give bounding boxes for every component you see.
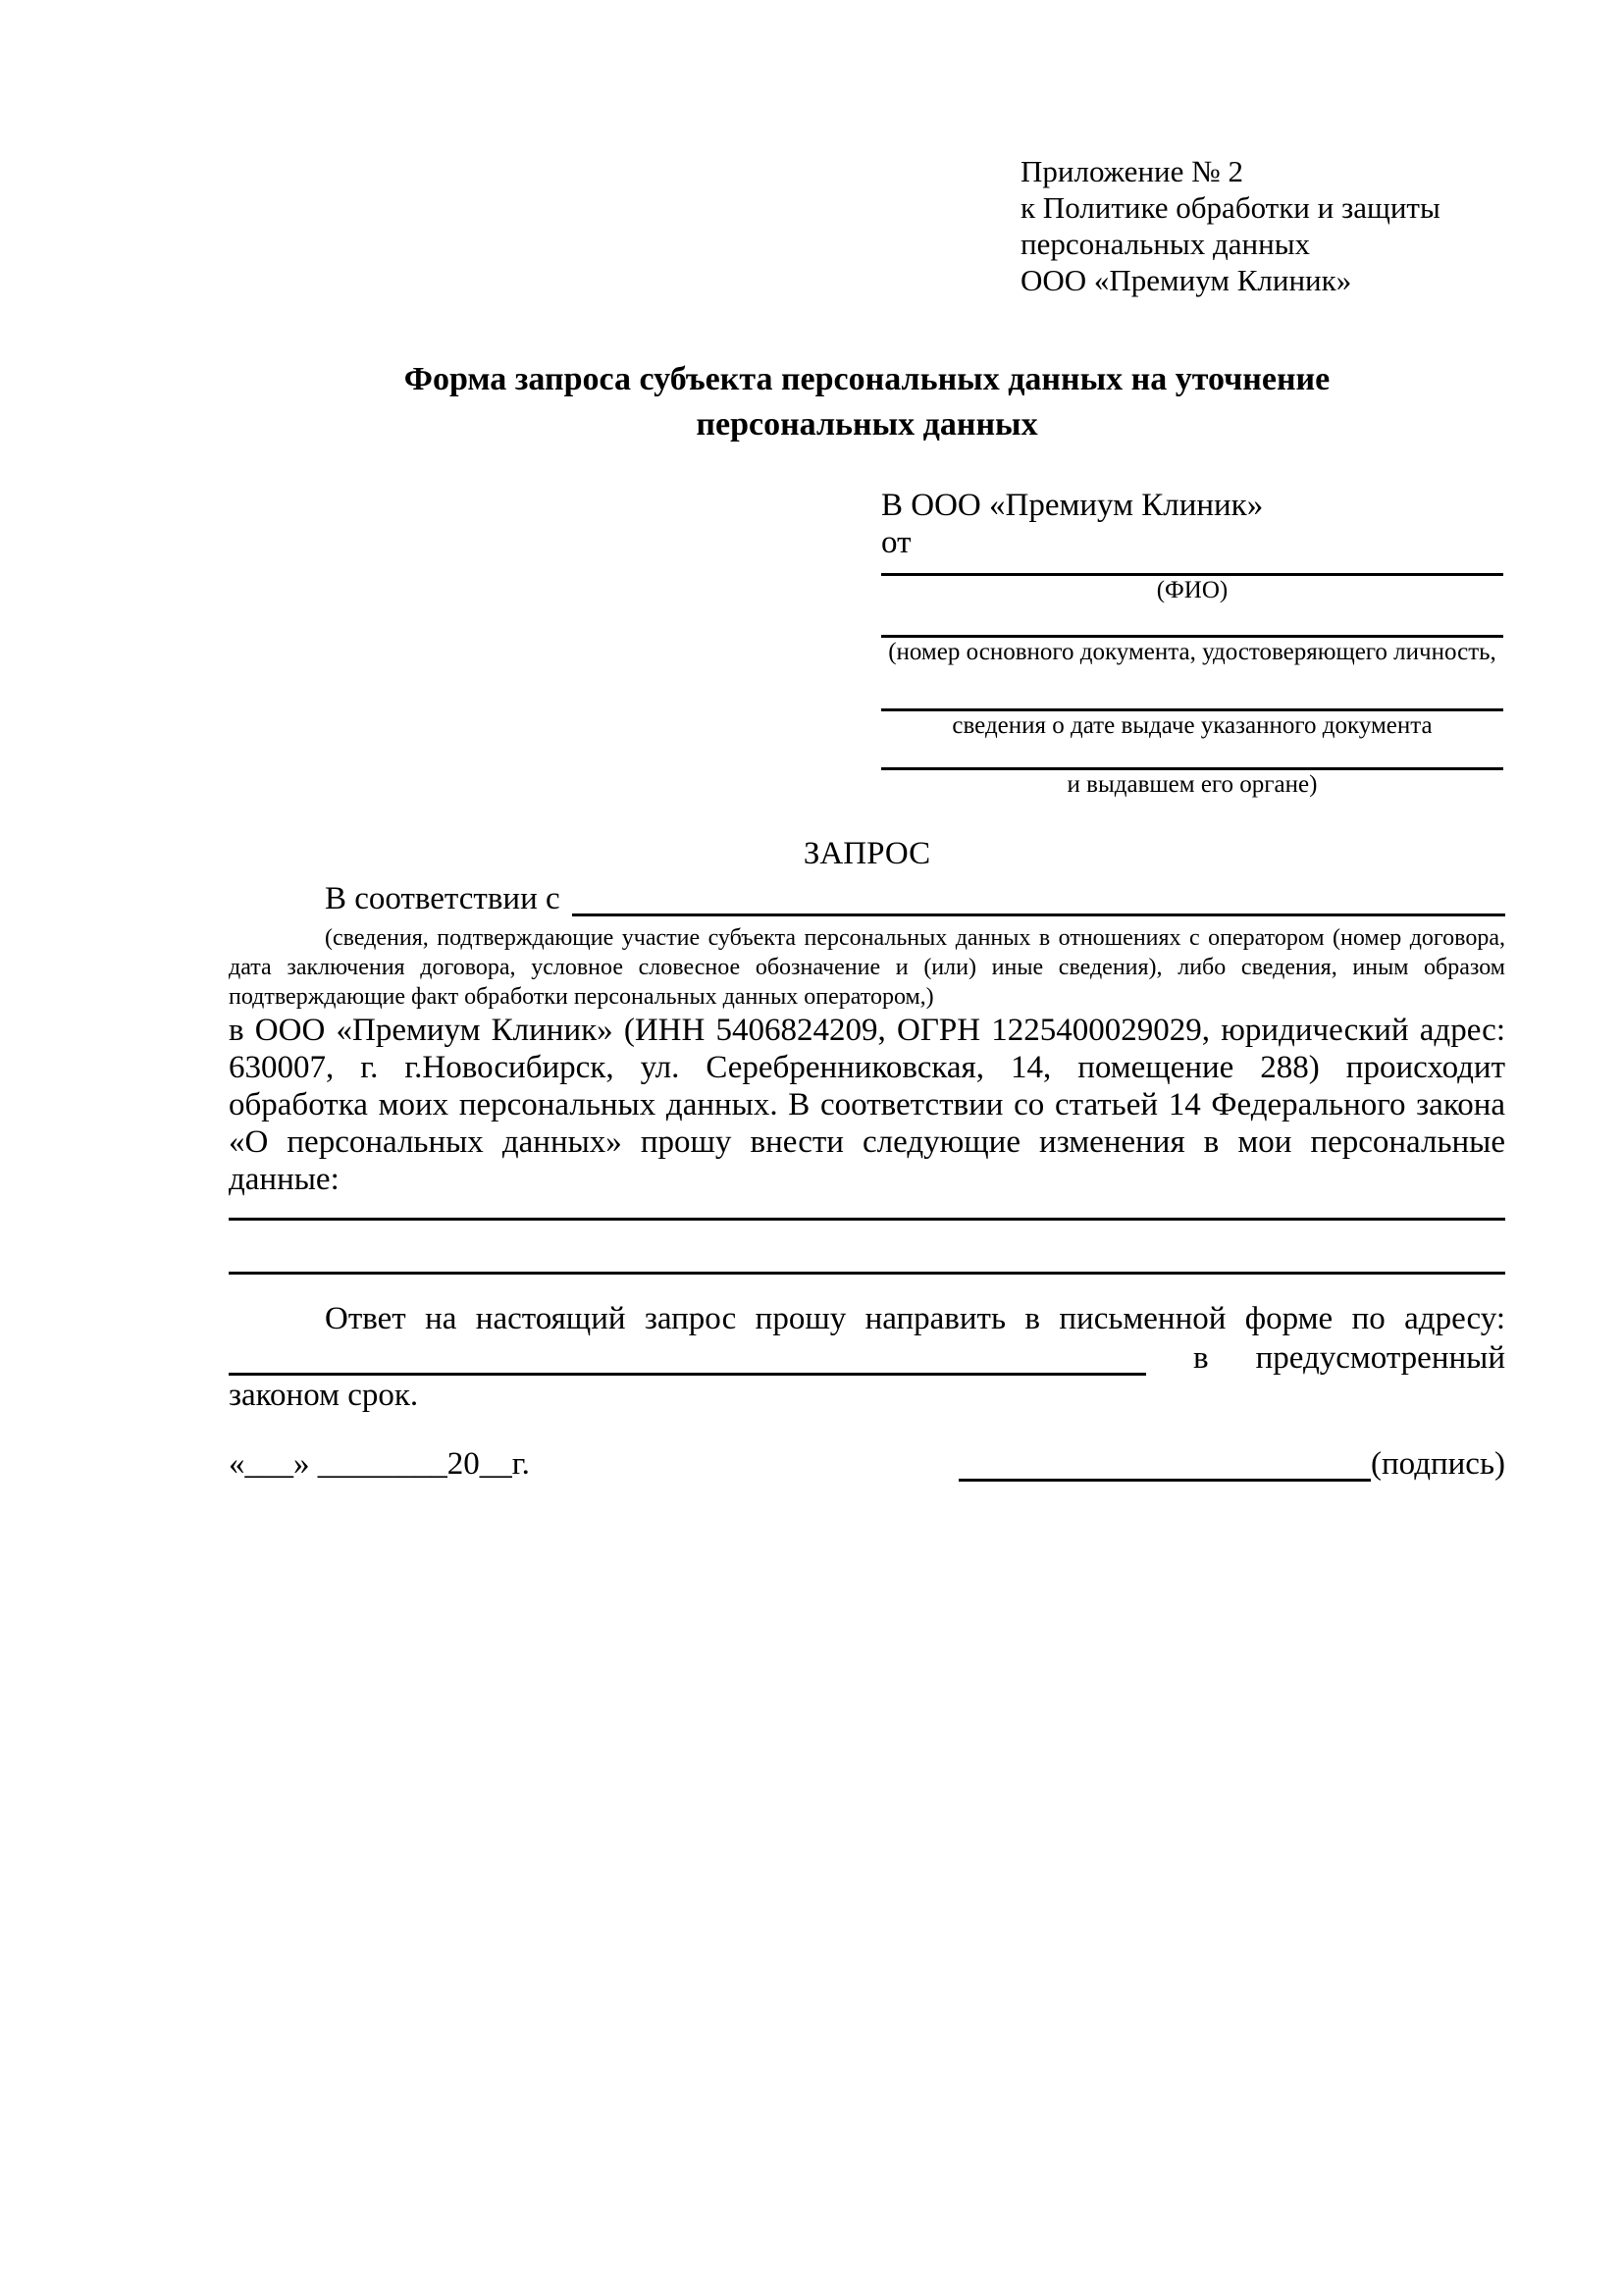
intro-prefix: В соответствии с <box>325 881 560 916</box>
intro-row <box>229 880 1505 917</box>
request-body: в ООО «Премиум Клиник» (ИНН 5406824209, ОГРН 1225400029029, юридический адрес: 630007, г. г.Новосибирск, ул. Серебренниковская, 14, помещение 288) происходит обработка моих персональных данных. В соответствии со статьей 14 Федерального закона «О персональных данных» прошу внести следующие изменения в мои персональные данные: <box>229 1013 1505 1197</box>
document-title <box>229 357 1505 447</box>
signature-caption: (подпись) <box>1371 1446 1505 1482</box>
addressee-to: В ООО «Премиум Клиник» <box>881 488 1264 523</box>
signature-row <box>229 1445 1505 1483</box>
date-blank: «___» ________20__г. <box>229 1446 530 1482</box>
reply-word: в <box>1193 1340 1209 1376</box>
reply-address-row <box>229 1339 1505 1377</box>
blank-line <box>229 1272 1505 1275</box>
intro-note: (сведения, подтверждающие участие субъекта персональных данных в отношениях с оператором (номер договора, дата заключения договора, условное словесное обозначение и (или) иные сведения), либо сведения, иным образом подтверждающие факт обработки персональных данных оператором,) <box>229 925 1505 1010</box>
appendix-line: к Политике обработки и защиты <box>1021 190 1440 225</box>
appendix-line: ООО «Премиум Клиник» <box>1021 263 1352 297</box>
field-caption: (ФИО) <box>1156 577 1229 603</box>
blank-line <box>229 1218 1505 1221</box>
reply-sentence: Ответ на настоящий запрос прошу направить в письменной форме по адресу: <box>325 1301 1505 1336</box>
appendix-block <box>1021 0 1505 298</box>
form-field-document-number <box>881 635 1503 667</box>
field-caption: и выдавшем его органе) <box>1067 771 1318 798</box>
form-field-name <box>881 573 1503 605</box>
form-field-issue-date <box>881 708 1503 741</box>
reply-word: предусмотренный <box>1255 1340 1505 1376</box>
signature-group <box>959 1445 1505 1483</box>
appendix-line: персональных данных <box>1021 227 1311 261</box>
document-title-line: персональных данных <box>696 406 1038 443</box>
appendix-line: Приложение № 2 <box>1021 154 1243 188</box>
addressee-block <box>881 487 1503 800</box>
request-heading: ЗАПРОС <box>803 836 931 871</box>
signature-blank-line <box>959 1445 1371 1482</box>
blank-line <box>572 880 1505 916</box>
field-caption: сведения о дате выдаче указанного документа <box>952 712 1433 739</box>
blank-line <box>229 1339 1146 1376</box>
form-field-issuing-authority <box>881 767 1503 800</box>
addressee-from-label: от <box>881 525 912 560</box>
field-caption: (номер основного документа, удостоверяющего личность, <box>888 639 1496 665</box>
reply-tail: законом срок. <box>229 1378 419 1413</box>
document-title-line: Форма запроса субъекта персональных данных на уточнение <box>403 361 1331 397</box>
